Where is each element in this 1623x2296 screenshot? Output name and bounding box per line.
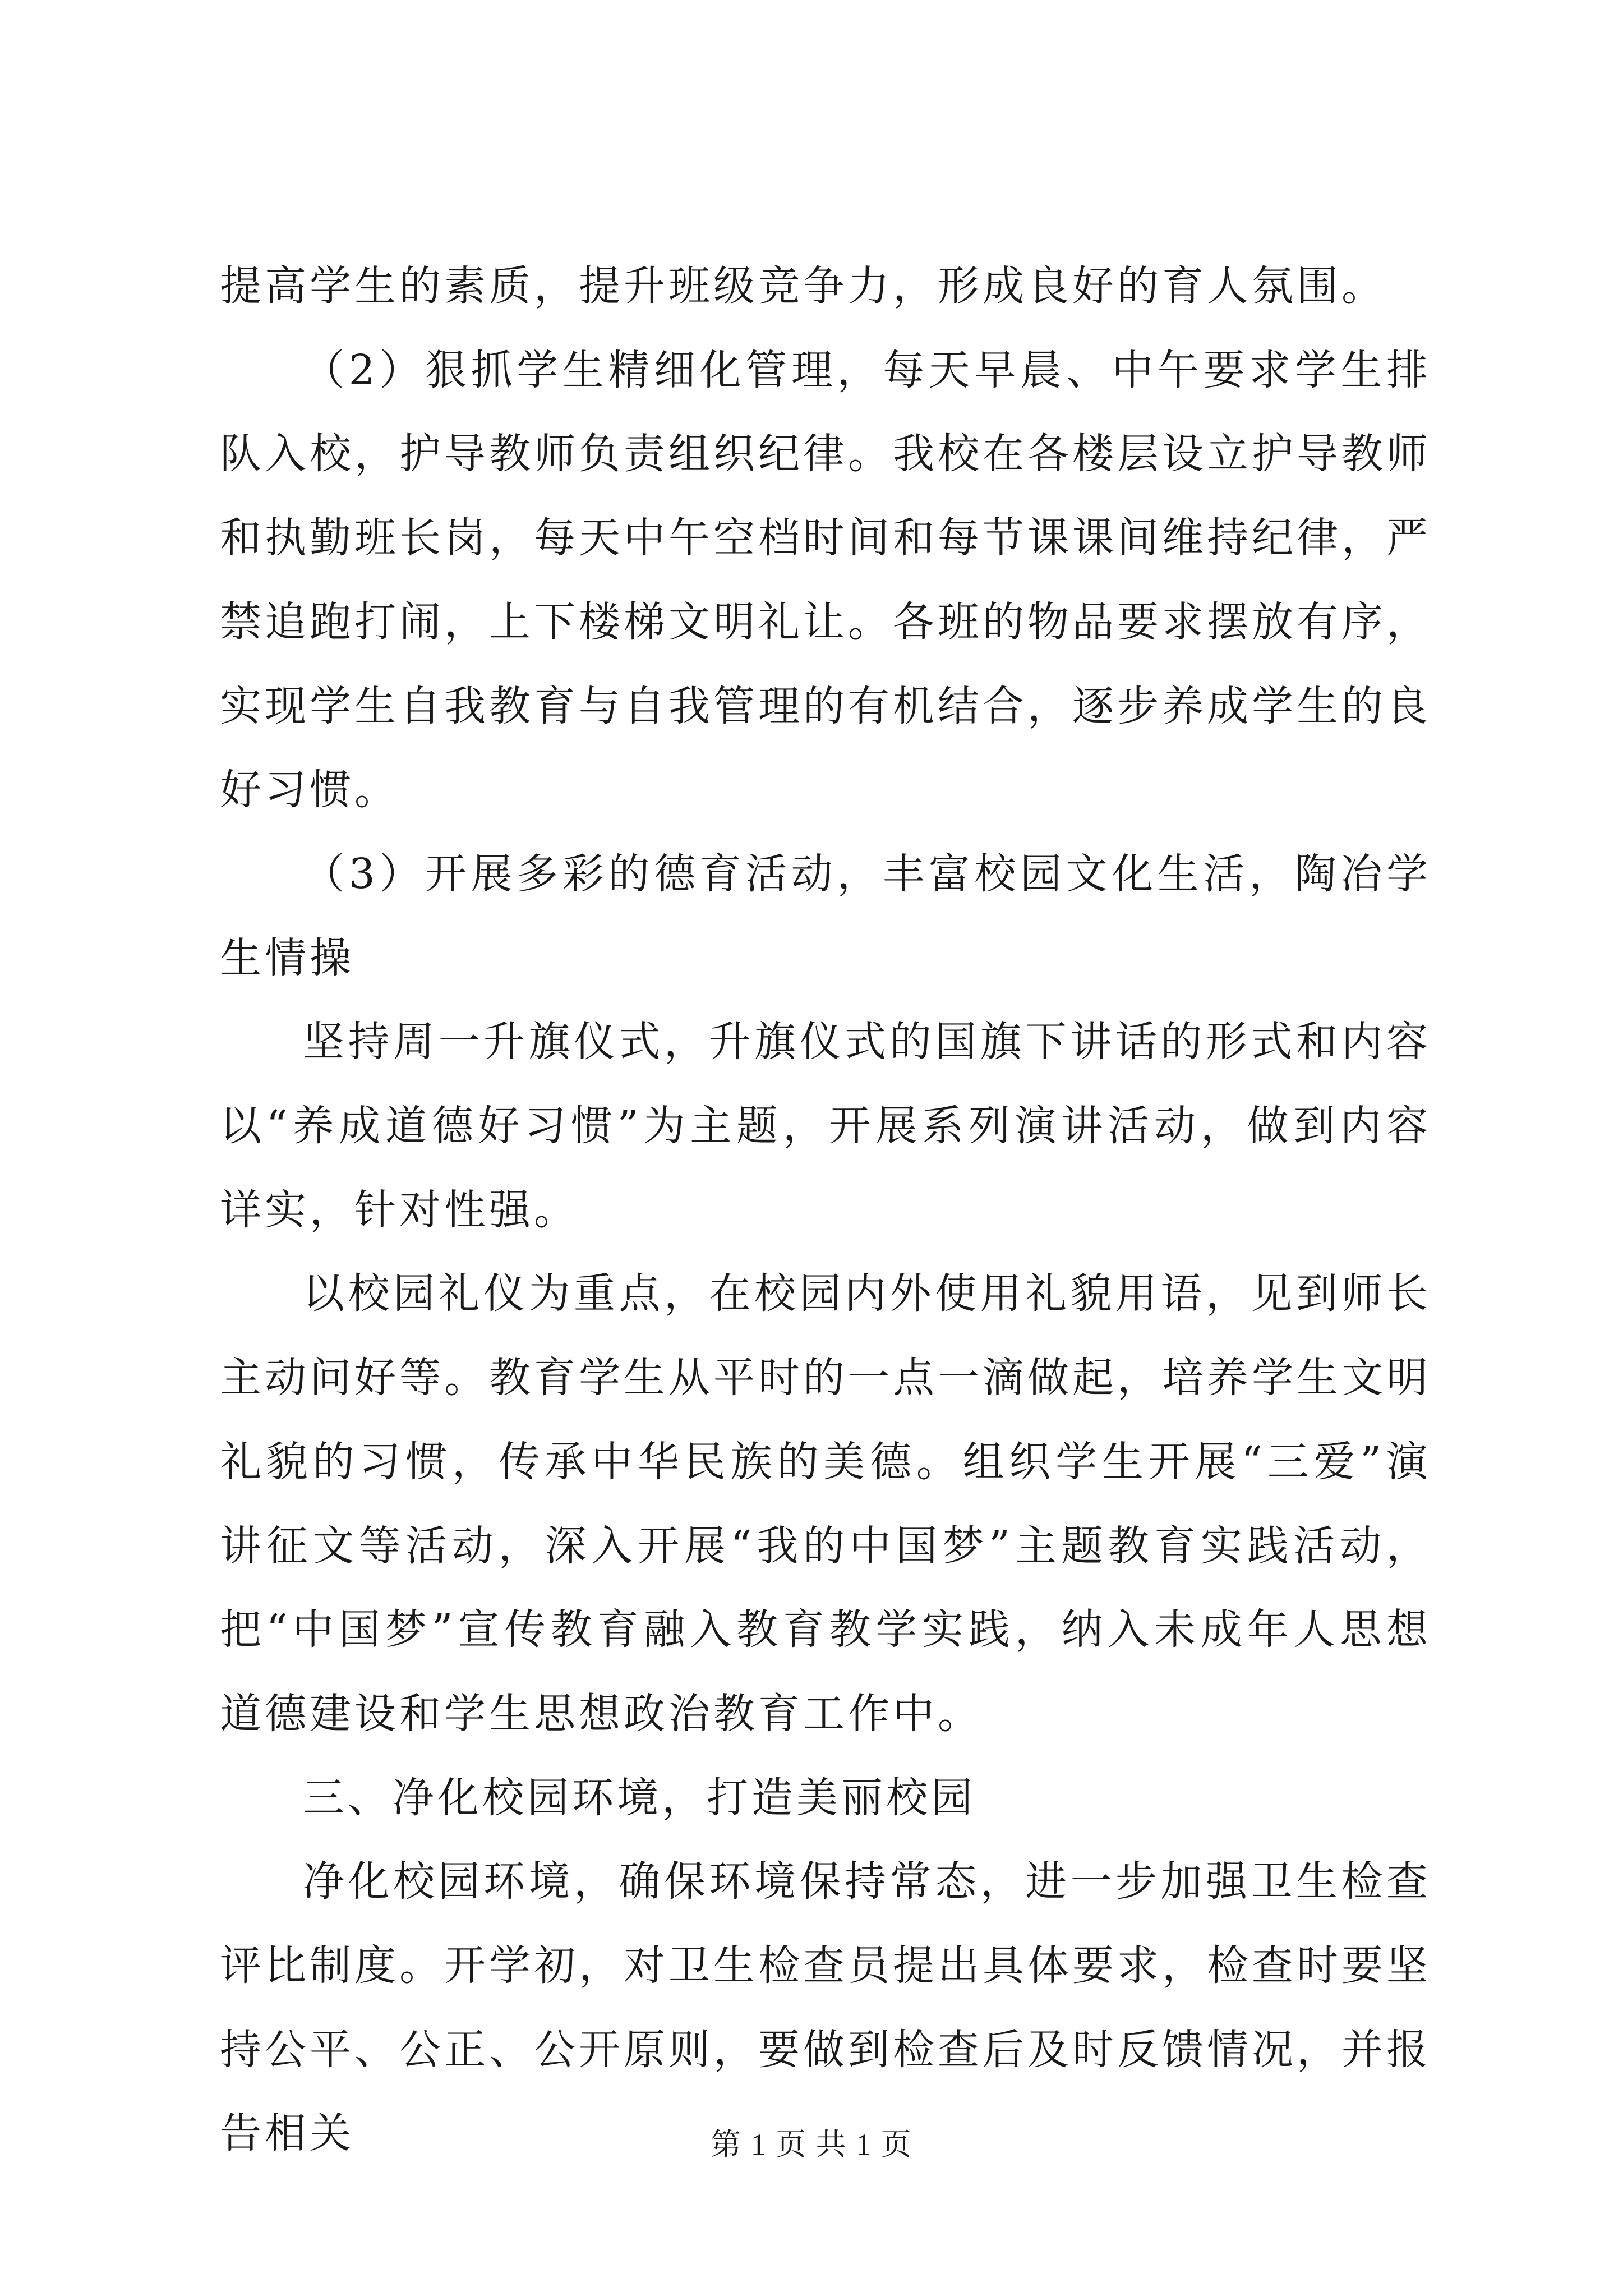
paragraph-item-2: （2）狠抓学生精细化管理，每天早晨、中午要求学生排队入校，护导教师负责组织纪律。我校在各楼层设立护导教师和执勤班长岗，每天中午空档时间和每节课课间维持纪律，严禁追跑打闹，上下楼梯文明礼让。各班的物品要求摆放有序，实现学生自我教育与自我管理的有机结合，逐步养成学生的良好习惯。	[220, 346, 1431, 815]
paragraph-campus-etiquette: 以校园礼仪为重点，在校园内外使用礼貌用语，见到师长主动问好等。教育学生从平时的一点一滴做起，培养学生文明礼貌的习惯，传承中华民族的美德。组织学生开展“三爱”演讲征文等活动，深入开展“我的中国梦”主题教育实践活动，把“中国梦”宣传教育融入教育教学实践，纳入未成年人思想道德建设和学生思想政治教育工作中。	[220, 1269, 1431, 1738]
paragraph-continuation: 提高学生的素质，提升班级竞争力，形成良好的育人氛围。	[220, 262, 1386, 310]
paragraph-campus-environment: 净化校园环境，确保环境保持常态，进一步加强卫生检查评比制度。开学初，对卫生检查员提出具体要求，检查时要坚持公平、公正、公开原则，要做到检查后及时反馈情况，并报告相关	[220, 1857, 1431, 2158]
page-footer: 第 1 页 共 1 页	[711, 2128, 912, 2161]
paragraph-flag-ceremony: 坚持周一升旗仪式，升旗仪式的国旗下讲话的形式和内容以“养成道德好习惯”为主题，开展系列演讲活动，做到内容详实，针对性强。	[220, 1018, 1431, 1234]
paragraph-item-3-heading: （3）开展多彩的德育活动，丰富校园文化生活，陶冶学生情操	[220, 849, 1431, 982]
section-heading-3: 三、净化校园环境，打造美丽校园	[303, 1773, 976, 1822]
document-body	[220, 245, 1431, 2176]
